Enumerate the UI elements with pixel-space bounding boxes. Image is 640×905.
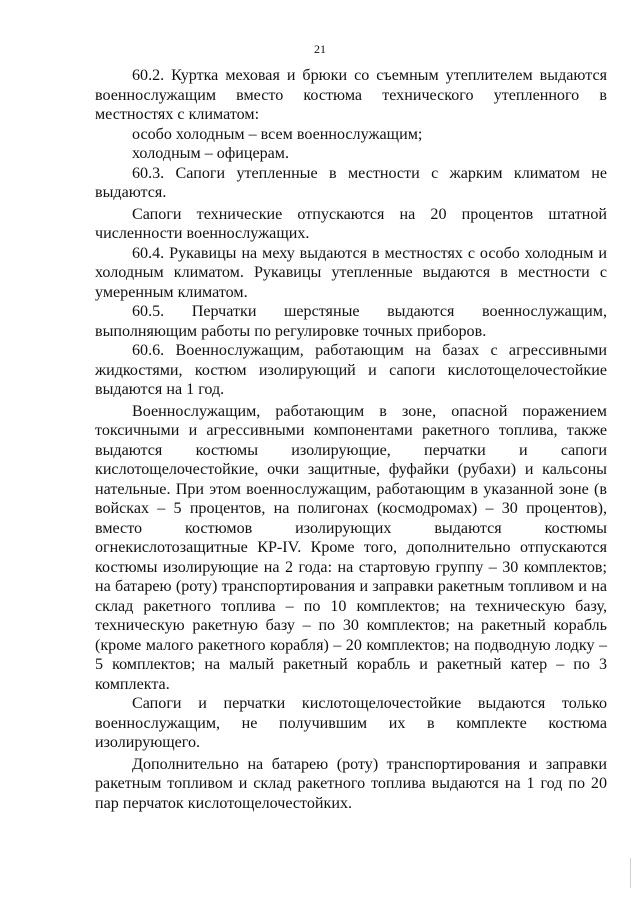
paragraph-boots-gloves: Сапоги и перчатки кислотощелочестойкие выдаются только военнослужащим, не получившим их в комплекте костюма изолирующего. (95, 695, 607, 751)
paragraph-60-6: 60.6. Военнослужащим, работающим на базах с агрессивными жидкостями, костюм изолирующий и сапоги кислотощелочестойкие выдаются на 1 год. (95, 342, 607, 398)
paragraph-toxic-zone: Военнослужащим, работающим в зоне, опасной поражением токсичными и агрессивными компонентами ракетного топлива, также выдаются костюмы изолирующие, перчатки и сапоги кислотощелочестойкие, очки защитные, фуфайки (рубахи) и кальсоны нательные. При этом военнослужащим, работающим в указанной зоне (в войсках – 5 процентов, на полигонах (космодромах) – 30 процентов), вместо костюмов изолирующих выдаются костюмы огнекислотозащитные КР-IV. Кроме того, дополнительно отпускаются костюмы изолирующие на 2 года: на стартовую группу – 30 комплектов; на батарею (роту) транспортирования и заправки ракетным топливом и на склад ракетного топлива – по 10 комплектов; на техническую базу, техническую ракетную базу – по 30 комплектов; на ракетный корабль (кроме малого ракетного корабля) – 20 комплектов; на подводную лодку – 5 комплектов; на малый ракетный корабль и ракетный катер – по 3 комплекта. (95, 402, 607, 693)
page-number: 21 (314, 42, 326, 56)
paragraph-60-3: 60.3. Сапоги утепленные в местности с жарким климатом не выдаются. (95, 164, 607, 201)
list-item-cold: холодным – офицерам. (132, 145, 290, 162)
paragraph-technical-boots: Сапоги технические отпускаются на 20 процентов штатной численности военнослужащих. (95, 205, 607, 242)
paragraph-additional-gloves: Дополнительно на батарею (роту) транспортирования и заправки ракетным топливом и склад ракетного топлива выдаются на 1 год по 20 пар перчаток кислотощелочестойких. (95, 755, 607, 812)
paragraph-60-5: 60.5. Перчатки шерстяные выдаются военнослужащим, выполняющим работы по регулировке точных приборов. (95, 303, 607, 340)
paragraph-60-2: 60.2. Куртка меховая и брюки со съемным утеплителем выдаются военнослужащим вместо костюма технического утепленного в местностях с климатом: (95, 67, 607, 123)
document-body (95, 66, 607, 813)
list-item-very-cold: особо холодным – всем военнослужащим; (132, 125, 423, 143)
scan-edge-mark (630, 858, 631, 888)
paragraph-60-4: 60.4. Рукавицы на меху выдаются в местностях с особо холодным и холодным климатом. Рукавицы утепленные выдаются в местности с умеренным климатом. (95, 244, 607, 301)
